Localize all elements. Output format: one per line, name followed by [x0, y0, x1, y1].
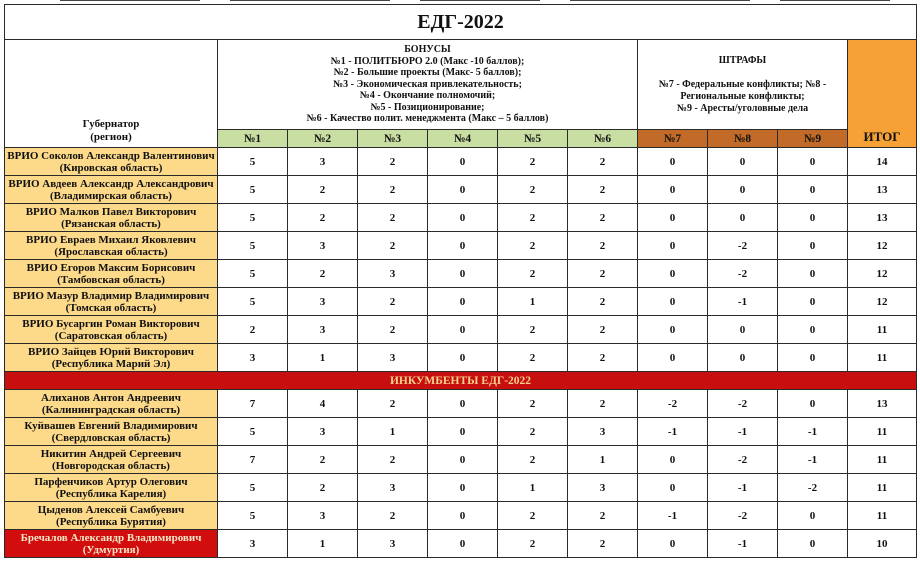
score-cell: 0 — [428, 260, 498, 288]
column-number-bonus: №4 — [428, 130, 498, 148]
score-cell: 2 — [568, 390, 638, 418]
score-cell: -2 — [708, 390, 778, 418]
column-number-penalty: №7 — [638, 130, 708, 148]
score-cell: 0 — [638, 176, 708, 204]
score-cell: 5 — [218, 260, 288, 288]
score-cell: 2 — [498, 316, 568, 344]
governor-name: Никитин Андрей Сергеевич — [40, 447, 182, 460]
score-cell: 2 — [498, 418, 568, 446]
score-cell: 0 — [428, 176, 498, 204]
score-cell: 2 — [358, 446, 428, 474]
table-row — [5, 390, 917, 418]
score-cell: 2 — [288, 204, 358, 232]
itog-cell: 12 — [848, 232, 917, 260]
score-cell: 3 — [288, 288, 358, 316]
column-number-bonus: №2 — [288, 130, 358, 148]
score-cell: 7 — [218, 446, 288, 474]
score-cell: 0 — [638, 474, 708, 502]
itog-cell: 11 — [848, 418, 917, 446]
table-row — [5, 418, 917, 446]
score-cell: 3 — [568, 418, 638, 446]
score-cell: 0 — [638, 148, 708, 176]
score-cell: 2 — [218, 316, 288, 344]
score-cell: 5 — [218, 204, 288, 232]
score-cell: -1 — [778, 446, 848, 474]
score-cell: 0 — [638, 446, 708, 474]
itog-cell: 11 — [848, 344, 917, 372]
score-cell: 2 — [568, 316, 638, 344]
score-cell: 2 — [498, 390, 568, 418]
score-cell: 2 — [358, 176, 428, 204]
column-number-bonus: №3 — [358, 130, 428, 148]
governor-cell — [5, 176, 218, 204]
score-cell: 2 — [288, 260, 358, 288]
governor-cell — [5, 530, 218, 558]
score-cell: 0 — [428, 316, 498, 344]
governor-cell — [5, 418, 218, 446]
column-number-bonus: №6 — [568, 130, 638, 148]
itog-cell: 10 — [848, 530, 917, 558]
score-cell: 0 — [638, 344, 708, 372]
itog-cell: 11 — [848, 446, 917, 474]
score-cell: 3 — [568, 474, 638, 502]
score-cell: 2 — [358, 502, 428, 530]
governor-region: (Калининградская область) — [41, 403, 181, 416]
score-cell: 2 — [568, 288, 638, 316]
score-cell: 0 — [708, 204, 778, 232]
score-cell: 2 — [498, 148, 568, 176]
governor-region: (Рязанская область) — [61, 217, 161, 230]
score-cell: 0 — [778, 316, 848, 344]
column-number-bonus: №5 — [498, 130, 568, 148]
itog-cell: 11 — [848, 316, 917, 344]
score-cell: 2 — [358, 204, 428, 232]
score-cell: -1 — [778, 418, 848, 446]
governor-region: (Свердловская область) — [51, 431, 171, 444]
governor-region: (Владимирская область) — [50, 189, 172, 202]
score-cell: 0 — [708, 344, 778, 372]
score-cell: -2 — [708, 446, 778, 474]
score-cell: 2 — [568, 232, 638, 260]
score-cell: 3 — [358, 344, 428, 372]
column-number-penalty: №9 — [778, 130, 848, 148]
itog-cell: 12 — [848, 260, 917, 288]
itog-cell: 11 — [848, 502, 917, 530]
governor-cell — [5, 260, 218, 288]
governor-name: Цыденов Алексей Самбуевич — [37, 503, 185, 516]
score-cell: 1 — [288, 530, 358, 558]
governor-region: (Саратовская область) — [54, 329, 168, 342]
score-cell: 2 — [498, 176, 568, 204]
score-cell: 2 — [358, 232, 428, 260]
score-cell: -2 — [638, 390, 708, 418]
score-cell: -1 — [638, 502, 708, 530]
score-cell: 2 — [358, 148, 428, 176]
score-cell: 2 — [288, 446, 358, 474]
score-cell: -2 — [708, 260, 778, 288]
score-cell: 2 — [568, 148, 638, 176]
governor-name: ВРИО Бусаргин Роман Викторович — [22, 317, 200, 330]
score-cell: 2 — [498, 260, 568, 288]
itog-cell: 12 — [848, 288, 917, 316]
score-cell: 0 — [778, 390, 848, 418]
score-cell: -1 — [638, 418, 708, 446]
score-cell: 3 — [288, 148, 358, 176]
score-cell: -1 — [708, 288, 778, 316]
vrio-rows — [5, 148, 917, 372]
score-cell: 2 — [498, 232, 568, 260]
column-number-bonus: №1 — [218, 130, 288, 148]
score-cell: 5 — [218, 232, 288, 260]
score-cell: 0 — [638, 316, 708, 344]
governor-region: (Томская область) — [65, 301, 157, 314]
score-cell: 7 — [218, 390, 288, 418]
score-cell: 2 — [498, 204, 568, 232]
score-cell: -2 — [708, 502, 778, 530]
itog-cell: 13 — [848, 204, 917, 232]
score-cell: -2 — [708, 232, 778, 260]
governor-name: ВРИО Зайцев Юрий Викторович — [28, 345, 194, 358]
governor-region: (Республика Карелия) — [55, 487, 167, 500]
score-cell: 2 — [498, 446, 568, 474]
score-cell: 2 — [568, 344, 638, 372]
score-cell: 2 — [358, 390, 428, 418]
score-cell: 0 — [428, 474, 498, 502]
bonus-legend: БОНУСЫ №1 - ПОЛИТБЮРО 2.0 (Макс -10 баллов); №2 - Большие проекты (Макс- 5 баллов); №3 - Экономическая привлекательность; №4 - Окончание полномочий; №5 - Позиционирование; №6 - Качество полит. менеджмента (Макс – 5 баллов) — [218, 40, 638, 130]
score-cell: 2 — [568, 260, 638, 288]
score-cell: 5 — [218, 148, 288, 176]
score-cell: 1 — [498, 474, 568, 502]
score-cell: 3 — [358, 530, 428, 558]
score-cell: 0 — [708, 176, 778, 204]
score-cell: 0 — [428, 390, 498, 418]
score-cell: 2 — [288, 474, 358, 502]
score-cell: 0 — [778, 148, 848, 176]
table-row — [5, 344, 917, 372]
score-cell: 0 — [778, 260, 848, 288]
score-cell: 0 — [428, 148, 498, 176]
score-cell: 0 — [428, 530, 498, 558]
score-cell: 2 — [498, 502, 568, 530]
score-cell: 0 — [778, 344, 848, 372]
score-cell: 3 — [218, 530, 288, 558]
itog-cell: 13 — [848, 390, 917, 418]
score-cell: 0 — [428, 232, 498, 260]
table-row — [5, 288, 917, 316]
score-cell: 5 — [218, 502, 288, 530]
governor-region: (Республика Бурятия) — [56, 515, 166, 528]
score-cell: 2 — [568, 204, 638, 232]
score-cell: 3 — [288, 502, 358, 530]
governor-name: ВРИО Мазур Владимир Владимирович — [12, 289, 210, 302]
score-cell: 1 — [498, 288, 568, 316]
score-cell: 5 — [218, 288, 288, 316]
governor-region: (Ярославская область) — [54, 245, 168, 258]
score-cell: 0 — [638, 288, 708, 316]
score-cell: 2 — [568, 530, 638, 558]
score-cell: 0 — [778, 204, 848, 232]
score-cell: 3 — [358, 474, 428, 502]
table-title: ЕДГ-2022 — [5, 5, 917, 40]
column-number-penalty: №8 — [708, 130, 778, 148]
table-row — [5, 148, 917, 176]
governor-cell — [5, 390, 218, 418]
score-cell: 4 — [288, 390, 358, 418]
score-cell: 2 — [568, 502, 638, 530]
score-cell: 0 — [428, 204, 498, 232]
incumbents-separator: ИНКУМБЕНТЫ ЕДГ-2022 — [5, 372, 917, 390]
governor-cell — [5, 316, 218, 344]
score-cell: 0 — [778, 502, 848, 530]
governor-cell — [5, 502, 218, 530]
governor-name: ВРИО Малков Павел Викторович — [25, 205, 197, 218]
score-cell: -2 — [778, 474, 848, 502]
score-cell: 3 — [288, 418, 358, 446]
governor-region: (Удмуртия) — [82, 543, 140, 556]
table-row — [5, 502, 917, 530]
score-cell: 0 — [428, 502, 498, 530]
governor-cell — [5, 148, 218, 176]
score-cell: 0 — [428, 446, 498, 474]
governor-name: Бречалов Александр Владимирович — [20, 531, 202, 544]
governor-cell — [5, 204, 218, 232]
governor-column-header: Губернатор (регион) — [5, 40, 218, 148]
score-cell: 2 — [498, 530, 568, 558]
governor-name: Алиханов Антон Андреевич — [41, 391, 181, 404]
score-cell: -1 — [708, 530, 778, 558]
score-cell: 1 — [358, 418, 428, 446]
score-cell: 0 — [708, 148, 778, 176]
score-cell: 0 — [708, 316, 778, 344]
governor-cell — [5, 446, 218, 474]
score-cell: 3 — [288, 316, 358, 344]
score-cell: 5 — [218, 176, 288, 204]
governor-region: (Республика Марий Эл) — [51, 357, 171, 370]
table-row — [5, 204, 917, 232]
score-cell: 0 — [778, 176, 848, 204]
score-cell: 2 — [498, 344, 568, 372]
score-cell: 0 — [428, 418, 498, 446]
table-row — [5, 474, 917, 502]
score-cell: 0 — [428, 288, 498, 316]
score-cell: 0 — [778, 232, 848, 260]
table-row — [5, 260, 917, 288]
score-cell: -1 — [708, 418, 778, 446]
governor-region: (Кировская область) — [59, 161, 163, 174]
score-cell: 3 — [218, 344, 288, 372]
score-cell: 5 — [218, 418, 288, 446]
table-row — [5, 316, 917, 344]
table-row — [5, 530, 917, 558]
governor-name: Куйвашев Евгений Владимирович — [24, 419, 198, 432]
score-cell: 3 — [358, 260, 428, 288]
table-row — [5, 446, 917, 474]
table-row — [5, 232, 917, 260]
governor-name: ВРИО Егоров Максим Борисович — [26, 261, 196, 274]
itog-cell: 13 — [848, 176, 917, 204]
governor-name: Парфенчиков Артур Олегович — [34, 475, 188, 488]
score-cell: 0 — [428, 344, 498, 372]
score-cell: 2 — [358, 288, 428, 316]
itog-cell: 14 — [848, 148, 917, 176]
score-cell: 2 — [358, 316, 428, 344]
score-cell: 1 — [288, 344, 358, 372]
ratings-table — [4, 4, 917, 558]
score-cell: -1 — [708, 474, 778, 502]
score-cell: 0 — [778, 288, 848, 316]
score-cell: 0 — [778, 530, 848, 558]
itog-cell: 11 — [848, 474, 917, 502]
score-cell: 1 — [568, 446, 638, 474]
score-cell: 0 — [638, 232, 708, 260]
score-cell: 3 — [288, 232, 358, 260]
governor-cell — [5, 232, 218, 260]
penalty-legend: ШТРАФЫ №7 - Федеральные конфликты; №8 - Региональные конфликты; №9 - Аресты/уголовные дела — [638, 40, 848, 130]
score-cell: 0 — [638, 204, 708, 232]
governor-region: (Тамбовская область) — [57, 273, 165, 286]
governor-cell — [5, 344, 218, 372]
governor-name: ВРИО Евраев Михаил Яковлевич — [26, 233, 196, 246]
score-cell: 0 — [638, 260, 708, 288]
incumbent-rows — [5, 390, 917, 558]
score-cell: 0 — [638, 530, 708, 558]
governor-cell — [5, 474, 218, 502]
itog-column-header: ИТОГ — [848, 40, 917, 148]
governor-region: (Новгородская область) — [52, 459, 170, 472]
score-cell: 2 — [568, 176, 638, 204]
score-cell: 5 — [218, 474, 288, 502]
governor-name: ВРИО Соколов Александр Валентинович — [7, 149, 215, 162]
score-cell: 2 — [288, 176, 358, 204]
table-row — [5, 176, 917, 204]
governor-name: ВРИО Авдеев Александр Александрович — [8, 177, 214, 190]
governor-cell — [5, 288, 218, 316]
